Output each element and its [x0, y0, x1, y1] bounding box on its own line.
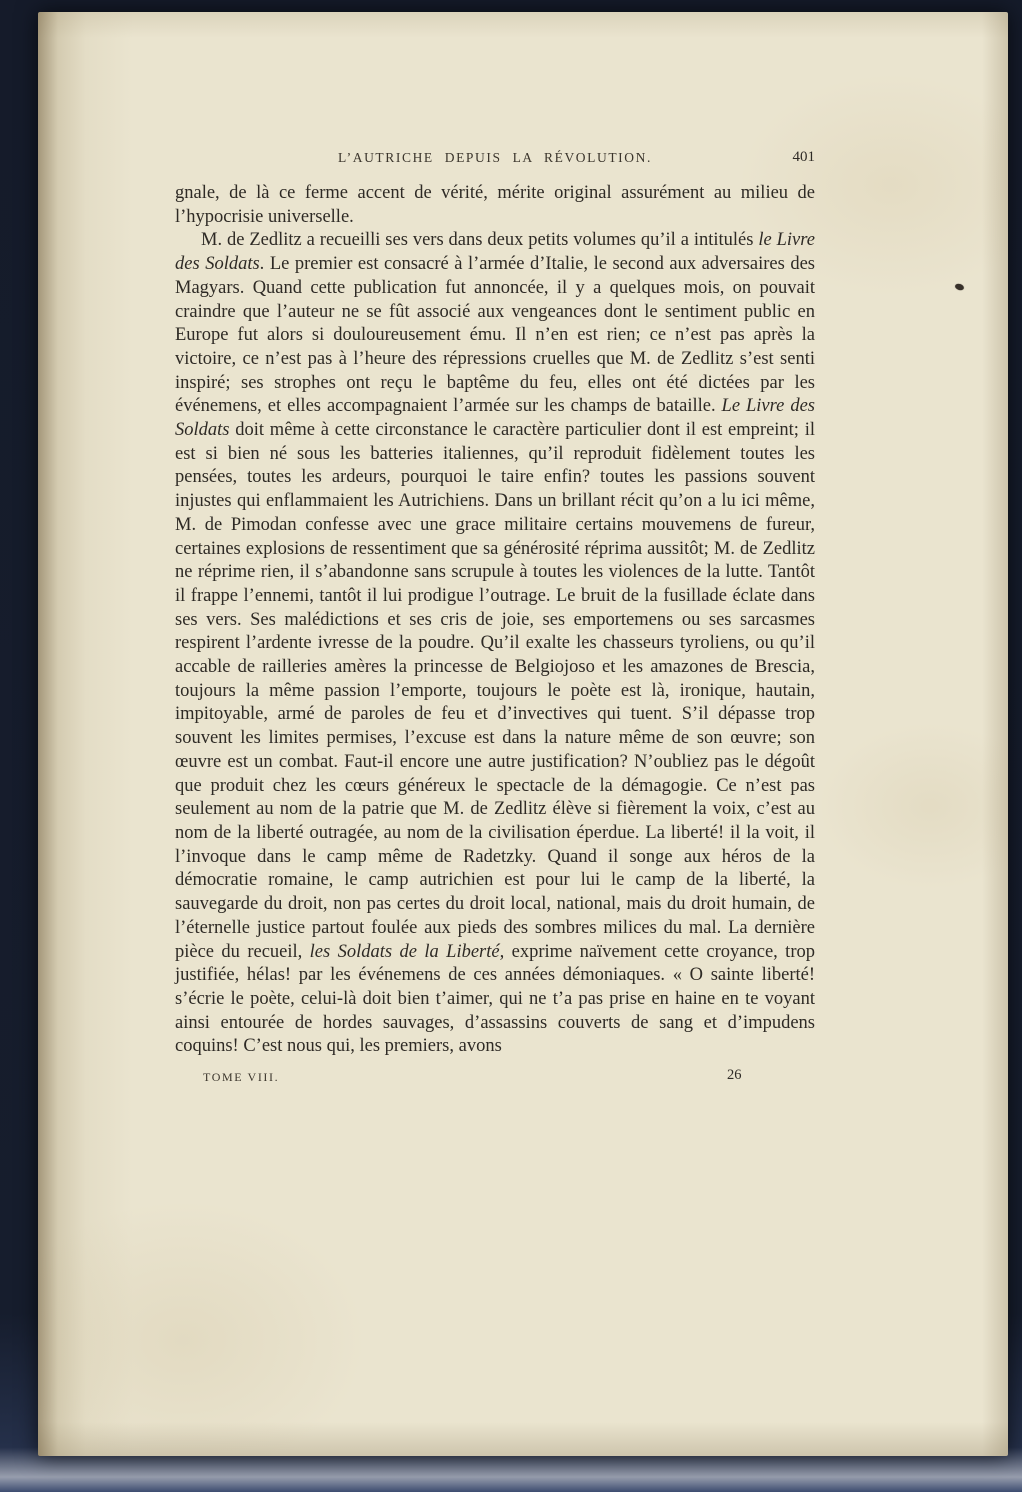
- tome-label: TOME VIII.: [203, 1070, 280, 1085]
- ink-speck: [954, 283, 964, 291]
- page-number: 401: [792, 149, 815, 165]
- running-title: L’AUTRICHE DEPUIS LA RÉVOLUTION.: [338, 150, 652, 165]
- paragraph-main: M. de Zedlitz a recueilli ses vers dans deux petits volumes qu’il a intitulés le Livre des Soldats. Le premier est consacré à l’armée d’Italie, le second aux adversaires des Magyars. Quand cette publication fut annoncée, il y a quelques mois, on pouvait craindre que l’auteur ne se fût associé aux vengeances dont le sentiment public en Europe fut alors si douloureusement ému. Il n’en est rien; ce n’est pas après la victoire, ce n’est pas à l’heure des répressions cruelles que M. de Zedlitz s’est senti inspiré; ses strophes ont reçu le baptême du feu, elles ont été dictées par les événemens, et elles accompagnaient l’armée sur les champs de bataille. Le Livre des Soldats doit même à cette circonstance le caractère particulier dont il est empreint; il est si bien né sous les batteries italiennes, qu’il reproduit fidèlement toutes les pensées, toutes les ardeurs, pourquoi le taire enfin? toutes les passions souvent injustes qui enflammaient les Autrichiens. Dans un brillant récit qu’on a lu ici même, M. de Pimodan confesse avec une grace militaire certains mouvemens de fureur, certaines explosions de ressentiment que sa générosité réprima aussitôt; M. de Zedlitz ne réprime rien, il s’abandonne sans scrupule à toutes les violences de la lutte. Tantôt il frappe l’ennemi, tantôt il lui prodigue l’outrage. Le bruit de la fusillade éclate dans ses vers. Ses malédictions et ses cris de joie, ses emportemens ou ses sarcasmes respirent l’ardente ivresse de la poudre. Qu’il exalte les chasseurs tyroliens, ou qu’il accable de railleries amères la princesse de Belgiojoso et les amazones de Brescia, toujours la même passion l’emporte, toujours le poète est là, ironique, hautain, impitoyable, armé de paroles de feu et d’invectives qui tuent. S’il dépasse trop souvent les limites permises, l’excuse est dans la nature même de son œuvre; son œuvre est un combat. Faut-il encore une autre justification? N’oubliez pas le dégoût que produit chez les cœurs généreux le spectacle de la démagogie. Ce n’est pas seulement au nom de la patrie que M. de Zedlitz élève si fièrement la voix, c’est au nom de la liberté outragée, au nom de la civilisation éperdue. La liberté! il la voit, il l’invoque dans le camp même de Radetzky. Quand il songe aux héros de la démocratie romaine, le camp autrichien est pour lui le camp de la liberté, la sauvegarde du droit, non pas certes du droit local, national, mais du droit humain, de l’éternelle justice partout foulée aux pieds des sombres milices du mal. La dernière pièce du recueil, les Soldats de la Liberté, exprime naïvement cette croyance, trop justifiée, hélas! par les événemens de ces années démoniaques. « O sainte liberté! s’écrie le poète, celui-là doit bien t’aimer, qui ne t’a pas prise en haine en te voyant ainsi entourée de hordes sauvages, d’assassins couverts de sang et d’impudens coquins! C’est nous qui, les premiers, avons: [175, 230, 815, 1057]
- book-page: [38, 12, 1008, 1456]
- page-footer: [175, 1067, 815, 1089]
- running-head: [175, 150, 815, 172]
- text-block: [175, 12, 815, 1089]
- paragraph-continuation: gnale, de là ce ferme accent de vérité, mérite original assurément au milieu de l’hypocrisie universelle.: [175, 183, 815, 227]
- signature-number: 26: [727, 1067, 742, 1084]
